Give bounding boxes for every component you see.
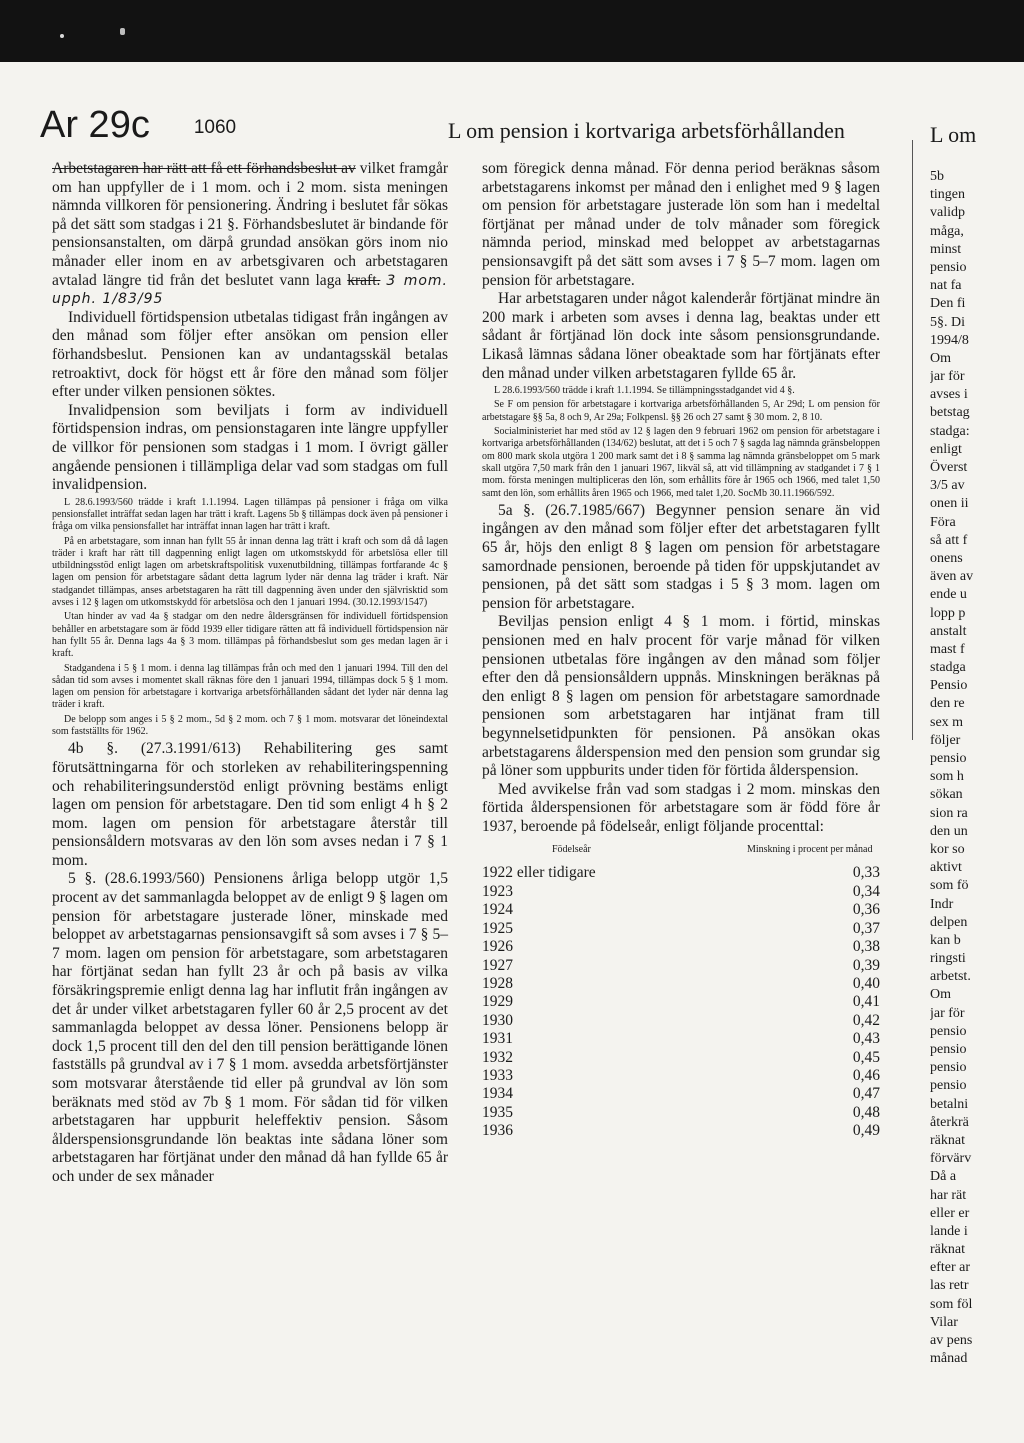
table-row <box>482 901 880 919</box>
birth-year-cell: 1936 <box>482 1122 513 1140</box>
fragment-line: aktivt <box>930 860 962 876</box>
footnote: Stadgandena i 5 § 1 mom. i denna lag tillämpas från och med den 1 januari 1994. Till den del sådan tid som avses i momentet skall räknas före den 1 januari 1994, tillämpas dock 5 § 1 mom. lagen om pension för arbetstagare i kortvariga arbetsförhållanden sådant det lyder när denna lag träder i kraft. <box>52 662 448 711</box>
fragment-line: arbetst. <box>930 969 971 985</box>
fragment-line: även av <box>930 569 974 585</box>
table-header-birthyear: Födelseår <box>552 844 591 856</box>
fragment-line: minst <box>930 241 962 257</box>
right-column <box>482 160 880 1141</box>
fragment-line: 5b <box>930 169 944 184</box>
footnote: L 28.6.1993/560 trädde i kraft 1.1.1994. Se tillämpningsstadgandet vid 4 §. <box>494 385 795 397</box>
reduction-cell: 0,40 <box>852 974 880 992</box>
birth-year-cell: 1932 <box>482 1048 513 1066</box>
fragment-line: Pensio <box>930 678 968 694</box>
reduction-cell: 0,37 <box>852 919 880 937</box>
footnote: Utan hinder av vad 4a § stadgar om den nedre åldersgränsen för individuell förtidspension behåller en arbetstagare som är född 1939 eller tidigare rätten att få individuell förtidspension när han fyllt 55 år. Denna lags 4a § 3 mom. tillämpas på förhandsbeslut som ges medan lagen är i kraft. <box>52 611 448 660</box>
table-row <box>482 993 880 1011</box>
reduction-table <box>482 844 880 1140</box>
fragment-line: sion ra <box>930 805 968 821</box>
footnote: L 28.6.1993/560 trädde i kraft 1.1.1994. Lagen tillämpas på pensioner i fråga om vilka pensionsfallet inträffat sedan lagen har trätt i kraft. Lagens 5b § tillämpas dock även på pensioner i fråga om vilka pensionsfallet har inträffat innan lagen har trätt i kraft. <box>52 496 448 533</box>
reduction-cell: 0,34 <box>852 882 880 900</box>
footnote: De belopp som anges i 5 § 2 mom., 5d § 2 mom. och 7 § 1 mom. motsvarar det löneindextal som fastställts för 1962. <box>52 713 448 738</box>
scan-edge-band <box>0 0 1024 62</box>
table-row <box>482 864 880 882</box>
fragment-line: Föra <box>930 514 956 530</box>
birth-year-cell: 1934 <box>482 1085 513 1103</box>
paragraph <box>52 160 448 309</box>
reduction-cell: 0,46 <box>852 1066 880 1084</box>
fragment-line: jar för <box>930 369 965 385</box>
fragment-line: lopp p <box>930 605 966 621</box>
paragraph-text: vilket framgår om han uppfyller de i 1 mom. och i 2 mom. sista meningen nämnda villkoren för pensionering. Ändring i beslutet får sökas på det sätt som stadgas i 21 §. Förhandsbeslutet är bindande för pensionsanstalten, om därpå grundad ansökan görs inom nio månader eller inom en av arbetsgivaren och arbetstagaren avtalad längre tid från det beslutet vann laga <box>52 160 448 289</box>
fragment-line: Då a <box>930 1169 957 1185</box>
table-row <box>482 1030 880 1048</box>
birth-year-cell: 1927 <box>482 956 513 974</box>
fragment-line: räknat <box>930 1242 965 1258</box>
fragment-line: onen ii <box>930 496 969 512</box>
fragment-line: tingen <box>930 187 965 203</box>
fragment-line: sökan <box>930 787 963 803</box>
fragment-line: Indr <box>930 896 954 912</box>
reduction-cell: 0,41 <box>852 993 880 1011</box>
fragment-line: förvärv <box>930 1151 972 1167</box>
fragment-line: Överst <box>930 460 968 475</box>
fragment-line: 1994/8 <box>930 332 969 348</box>
fragment-line: 5§. Di <box>930 314 965 330</box>
fragment-line: har rät <box>930 1187 967 1203</box>
reduction-cell: 0,39 <box>852 956 880 974</box>
reduction-cell: 0,42 <box>852 1011 880 1029</box>
fragment-line: Den fi <box>930 296 966 312</box>
paragraph-5: 5 §. (28.6.1993/560) Pensionens årliga belopp utgör 1,5 procent av det sammanlagda beloppet av de enligt 9 § lagen om pension för arbetstagare justerade löner, minskade med beloppet av arbetstagarnas pensionsavgift så som avses i 7 § 5–7 mom. lagen om pension för arbetstagare, som arbetstagaren har förtjänat sedan han fyllt 23 år och på basis av vilka försäkringspremie enligt denna lag har influtit från ingången av det år under vilket arbetstagaren fyller 60 år 2,5 procent av det sammanlagda beloppet av dessa löner. Pensionens belopp är dock 1,5 procent till den del den till pension berättigande lönen fastställs på grundval av i 7 § 1 mom. avsedda arbetsförtjänster som motsvarar återstående tid eller på grundval av lön som beräknats med stöd av 7b § 1 mom. För sådan tid för vilken arbetstagaren har uppburit heleffektiv pension. Såsom ålderspensionsgrundande lön beaktas inte sådana löner som arbetstagaren har förtjänat under den månad då han fyllde 65 år och under de sex månader <box>52 870 448 1185</box>
fragment-line: pensio <box>930 751 967 766</box>
fragment-line: återkrä <box>930 1114 969 1130</box>
handwritten-note: 3 mom. upph. 1/83/95 <box>52 272 449 308</box>
fragment-line: måga, <box>930 223 964 239</box>
paragraph: Med avvikelse från vad som stadgas i 2 mom. minskas den förtida ålderspensionen för arbetstagare som är född före år 1937, beroende på födelseår, enligt följande procenttal: <box>482 780 880 835</box>
fragment-line: följer <box>930 732 961 748</box>
table-row <box>482 1104 880 1122</box>
fragment-line: som föl <box>930 1296 973 1312</box>
fragment-line: mast f <box>930 641 965 657</box>
table-row <box>482 1012 880 1030</box>
fragment-line: sex m <box>930 714 964 730</box>
fragment-line: Om <box>930 350 951 366</box>
fragment-line: jar för <box>930 1005 965 1021</box>
fragment-line: räknat <box>930 1132 965 1148</box>
reduction-cell: 0,45 <box>852 1048 880 1066</box>
table-row <box>482 1067 880 1085</box>
next-page-header-fragment: L om <box>930 122 977 147</box>
fragment-line: delpen <box>930 914 968 930</box>
fragment-line: månad <box>930 1351 968 1367</box>
table-row <box>482 957 880 975</box>
fragment-line: ende u <box>930 587 967 603</box>
birth-year-cell: 1925 <box>482 919 513 937</box>
scan-artifact <box>60 34 64 38</box>
fragment-line: enligt <box>930 441 962 457</box>
fragment-line: pensio <box>930 1042 967 1057</box>
fragment-line: onens <box>930 550 963 566</box>
reduction-cell: 0,48 <box>852 1103 880 1121</box>
fragment-line: pensio <box>930 1060 967 1076</box>
table-row <box>482 920 880 938</box>
table-header <box>482 844 880 856</box>
fragment-line: den un <box>930 823 968 839</box>
fragment-line: stadga <box>930 660 966 676</box>
fragment-line: stadga: <box>930 423 970 439</box>
birth-year-cell: 1924 <box>482 901 513 919</box>
scan-artifact <box>120 28 125 35</box>
section-label: Ar 29c <box>40 104 150 146</box>
fragment-line: betstag <box>930 405 970 421</box>
struck-text: Arbetstagaren har rätt att få ett förhandsbeslut av <box>52 160 356 177</box>
table-row <box>482 883 880 901</box>
birth-year-cell: 1929 <box>482 993 513 1011</box>
table-row <box>482 938 880 956</box>
fragment-line: kan b <box>930 932 961 948</box>
paragraph: som föregick denna månad. För denna period beräknas såsom arbetstagarens inkomst per månad den i enlighet med 9 § lagen om pension för arbetstagare justerade lön som han i medeltal förtjänat per månad under de tolv månader som föregick nämnda period, minskad med beloppet av arbetstagarnas pensionsavgift på det sätt som avses i 7 § 5–7 mom. lagen om pension för arbetstagare. <box>482 160 880 289</box>
footnote: På en arbetstagare, som innan han fyllt 55 år innan denna lag trätt i kraft och som då då lagen träder i kraft har rätt till dagpenning enligt lagen om utkomstskydd för arbetslösa eller till utbildningsstöd enligt lagen om arbetskraftspolitisk vuxenutbildning, tillämpas fortfarande 4c § lagen om pension för arbetstagare sådant detta lagrum lyder när denna lag träder i kraft. När stadgandet tillämpas, anses arbetstagaren ha rätt till dagpenning även under den självrisktid som avses i 12 § lagen om utkomstskydd för arbetslösa och den 1 januari 1994. (30.12.1993/1547) <box>52 535 448 609</box>
fragment-line: den re <box>930 696 965 712</box>
fragment-line: pensio <box>930 1078 967 1094</box>
birth-year-cell: 1923 <box>482 882 513 900</box>
table-row <box>482 1085 880 1103</box>
footnote: Socialministeriet har med stöd av 12 § lagen den 9 februari 1962 om pension för arbetstagare i kortvariga arbetsförhållanden (134/62) beslutat, att det i 5 och 7 § sagda lag nämnda gränsbeloppen om 800 mark skola utgöra 1 200 mark samt det i 8 § samma lag nämnda gränsbeloppet om 5 mark skall utgöra 7,50 mark från den 1 januari 1967, likväl så, att vid tillämpning av stadgandet i 7 § 1 mom. första meningen multipliceras den lön, som erhållits före år 1965 och 1966, med talet 1,50 samt den lön, som erhållits åren 1965 och 1966, med talet 1,20. SocMb 30.11.1966/592. <box>482 426 880 499</box>
fragment-line: som h <box>930 769 964 785</box>
fragment-line: som fö <box>930 878 969 894</box>
fragment-line: pensio <box>930 259 967 275</box>
fragment-line: av pens <box>930 1333 973 1348</box>
reduction-cell: 0,43 <box>852 1030 880 1048</box>
struck-text: kraft. <box>347 271 381 289</box>
table-row <box>482 1049 880 1067</box>
fragment-line: så att f <box>930 532 968 548</box>
fragment-line: Om <box>930 987 951 1003</box>
paragraph: Invalidpension som beviljats i form av individuell förtidspension indras, om pensionstagaren inte längre uppfyller de villkor för pensionen som stadgas i 1 mom. I övrigt gäller angående pensionen i tillämpliga delar vad som stadgas om full invalidpension. <box>52 401 448 494</box>
reduction-cell: 0,47 <box>852 1085 880 1103</box>
running-header-left <box>40 104 236 147</box>
reduction-cell: 0,36 <box>852 901 880 919</box>
table-row <box>482 1122 880 1140</box>
reduction-cell: 0,49 <box>852 1122 880 1140</box>
birth-year-cell: 1930 <box>482 1011 513 1029</box>
birth-year-cell: 1933 <box>482 1066 513 1084</box>
fragment-line: pensio <box>930 1023 967 1039</box>
birth-year-cell: 1928 <box>482 974 513 992</box>
fragment-line: las retr <box>930 1278 969 1294</box>
page-gutter-line <box>912 140 913 740</box>
fragment-line: eller er <box>930 1205 970 1221</box>
fragment-line: anstalt <box>930 623 967 639</box>
fragment-line: avses i <box>930 387 968 403</box>
paragraph: Beviljas pension enligt 4 § 1 mom. i förtid, minskas pensionen med en halv procent för varje månad för vilken pensionen utbetalas före ingången av den månad som följer efter den då pensionsåldern uppnås. Minskningen beräknas på den enligt 8 § lagen om pension för arbetstagare samordnade pensionen som arbetstagaren har intjänat fram till begynnelsetidpunkten för pensionen. På ansökan okas arbetstagarens ålderspension med den pension som grundar sig på löner som uppburits under tiden för förtida ålderspension. <box>482 613 880 780</box>
running-header-title: L om pension i kortvariga arbetsförhållanden <box>448 118 845 143</box>
page-number: 1060 <box>193 117 237 138</box>
fragment-line: nat fa <box>930 278 962 294</box>
fragment-line: 3/5 av <box>930 478 965 494</box>
reduction-cell: 0,38 <box>852 938 880 956</box>
footnote: Se F om pension för arbetstagare i kortvariga arbetsförhållanden 5, Ar 29d; L om pension för arbetstagare §§ 5a, 8 och 9, Ar 29a; Folkpensl. §§ 26 och 27 samt § 30 mom. 2, 8 10. <box>482 399 880 423</box>
fragment-line: efter ar <box>930 1260 971 1276</box>
birth-year-cell: 1922 eller tidigare <box>482 864 596 882</box>
next-page-column-fragment <box>930 168 1024 1368</box>
fragment-line: Vilar <box>930 1314 958 1330</box>
reduction-cell: 0,33 <box>852 864 880 882</box>
birth-year-cell: 1931 <box>482 1030 513 1048</box>
left-column <box>52 160 448 1187</box>
table-row <box>482 975 880 993</box>
fragment-line: ringsti <box>930 951 966 967</box>
table-header-reduction: Minskning i procent per månad <box>746 844 873 856</box>
birth-year-cell: 1935 <box>482 1103 513 1121</box>
fragment-line: validp <box>930 205 965 221</box>
fragment-line: betalni <box>930 1096 969 1112</box>
paragraph-4b: 4b §. (27.3.1991/613) Rehabilitering ges samt förutsättningarna för och storleken av rehabiliteringspenning och rehabiliteringsunderstöd enligt prövning bestäms enligt lagen om pension för arbetstagare. Den tid som enligt 4 h § 2 mom. lagen om pension för arbetstagare återstår till pensionsåldern motsvaras av den lön som avses nedan i 7 § 1 mom. <box>52 740 448 869</box>
fragment-line: lande i <box>930 1223 968 1239</box>
paragraph: Har arbetstagaren under något kalenderår förtjänat mindre än 200 mark i arbeten som avses i denna lag, beaktas under ett sådant år förtjänad lön dock inte såsom pensionsgrundande. Likaså lämnas sådana löner obeaktade som har förtjänats efter den månad under vilken arbetstagaren fyllde 65 år. <box>482 290 880 382</box>
fragment-line: kor so <box>930 841 965 857</box>
table-body <box>482 864 880 1140</box>
paragraph: Individuell förtidspension utbetalas tidigast från ingången av den månad som följer efter ansökan om pension eller förhandsbeslut. Pensionen kan av undantagsskäl betalas retroaktivt, dock för högst ett år före den månad som följer efter under vilken pensionen söktes. <box>52 308 448 401</box>
birth-year-cell: 1926 <box>482 938 513 956</box>
paragraph-5a: 5a §. (26.7.1985/667) Begynner pension senare än vid ingången av den månad som följer efter det arbetstagaren fyllt 65 år, höjs den enligt 8 § lagen om pension för arbetstagare samordnade pensionen, beroende på tiden för uppskjutandet av pensionen, på det sätt som stadgas i 5 § 3 mom. lagen om pension för arbetstagare. <box>482 501 880 612</box>
